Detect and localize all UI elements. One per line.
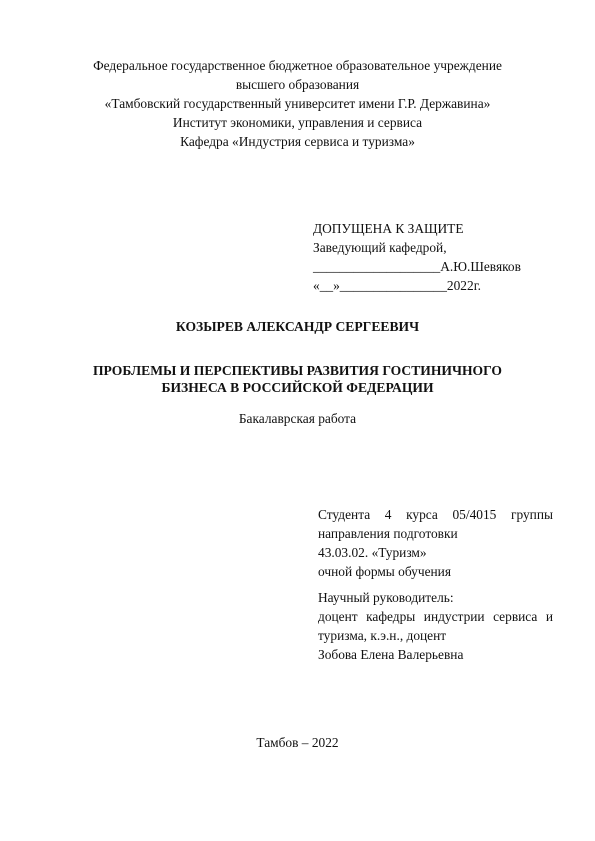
header-line-ministry: Федеральное государственное бюджетное образовательное учреждение (93, 58, 502, 73)
student-program: 43.03.02. «Туризм» (318, 545, 427, 560)
header-line-education: высшего образования (235, 77, 360, 92)
approval-head-title: Заведующий кафедрой, (313, 240, 447, 255)
advisor-name: Зобова Елена Валерьевна (318, 647, 464, 662)
thesis-title (60, 362, 535, 396)
advisor-position: доцент кафедры индустрии сервиса и (318, 609, 553, 624)
approval-signature-line: ___________________А.Ю.Шевяков (313, 259, 521, 274)
advisor-label: Научный руководитель: (318, 590, 454, 605)
approval-block (313, 219, 553, 295)
approval-heading: ДОПУЩЕНА К ЗАЩИТЕ (313, 221, 464, 236)
thesis-title-line-2: БИЗНЕСА В РОССИЙСКОЙ ФЕДЕРАЦИИ (161, 380, 434, 395)
student-direction: направления подготовки (318, 526, 458, 541)
author-name: КОЗЫРЕВ АЛЕКСАНДР СЕРГЕЕВИЧ (175, 319, 420, 334)
header-line-university: «Тамбовский государственный университет имени Г.Р. Державина» (104, 96, 491, 111)
approval-date-line: «__»________________2022г. (313, 278, 482, 293)
advisor-degree: туризма, к.э.н., доцент (318, 628, 447, 643)
student-study-form: очной формы обучения (318, 564, 452, 579)
thesis-title-line-1: ПРОБЛЕМЫ И ПЕРСПЕКТИВЫ РАЗВИТИЯ ГОСТИНИЧНОГО (92, 363, 503, 378)
city-year: Тамбов – 2022 (256, 735, 339, 750)
work-type: Бакалаврская работа (238, 411, 357, 426)
institution-header (60, 56, 535, 151)
header-line-department: Кафедра «Индустрия сервиса и туризма» (180, 134, 415, 149)
header-line-institute: Институт экономики, управления и сервиса (172, 115, 423, 130)
student-course-group: Студента 4 курса 05/4015 группы (318, 507, 553, 522)
student-info-block (318, 505, 553, 581)
advisor-block (318, 588, 553, 664)
